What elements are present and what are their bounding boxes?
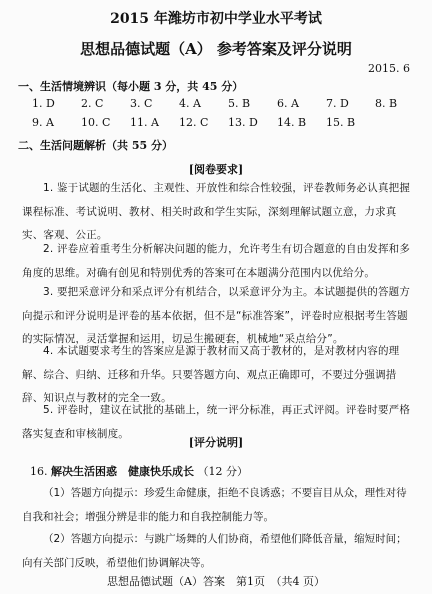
section2-heading: 二、生活问题解析（共 55 分） (18, 139, 173, 152)
scoring-notes-heading: [评分说明] (188, 436, 244, 449)
answer-item: 14. B (277, 116, 307, 129)
page-footer: 思想品德试题（A）答案 第1页 （共4 页） (107, 575, 325, 588)
review-paragraph-4: 4. 本试题要求考生的答案应是源于教材而又高于教材的，是对教材内容的理解、综合、归纳、迁移和升华。只要答题方向、观点正确即可，不要过分强调措辞、知识点与教材的完全一致。 (22, 345, 400, 404)
answer-row-2 (32, 116, 375, 129)
question-number: 16. (30, 465, 48, 478)
answer-item: 15. B (326, 116, 356, 129)
document-title: 思想品德试题（A） 参考答案及评分说明 (80, 40, 352, 58)
answer-row-1 (32, 97, 424, 110)
date-label: 2015. 6 (368, 62, 410, 75)
section1-heading: 一、生活情境辨识（每小题 3 分，共 45 分） (18, 80, 244, 93)
review-requirements-heading: [阅卷要求] (188, 163, 244, 176)
answer-item: 4. A (179, 97, 201, 110)
answer-item: 9. A (32, 116, 54, 129)
review-paragraph-3: 3. 要把采意评分和采点评分有机结合，以采意评分为主。本试题提供的答题方向提示和评分说明是评卷的基本依据，但不是“标准答案”，评卷时应根据考生答题的实际情况，灵活掌握和运用，切忌生搬硬套，机械地“采点给分”。 (22, 286, 411, 345)
answer-item: 13. D (228, 116, 258, 129)
answer-item: 11. A (130, 116, 159, 129)
review-paragraph-2: 2. 评卷应着重考生分析解决问题的能力，允许考生有切合题意的自由发挥和多角度的思维。对确有创见和特别优秀的答案可在本题满分范围内以优给分。 (22, 243, 411, 279)
answer-item: 5. B (228, 97, 251, 110)
q16-answer-1: （1）答题方向提示：珍爱生命健康，拒绝不良诱惑；不要盲目从众，理性对待自我和社会；增强分辨是非的能力和自我控制能力等。 (22, 487, 407, 523)
review-paragraph-1: 1. 鉴于试题的生活化、主观性、开放性和综合性较强，评卷教师务必认真把握课程标准、考试说明、教材、相关时政和学生实际，深刻理解试题立意，力求真实、客观、公正。 (22, 182, 411, 241)
review-paragraph-5: 5. 评卷时，建议在试批的基础上，统一评分标准，再正式评阅。评卷时要严格落实复查和审核制度。 (22, 404, 411, 440)
question-16-heading (30, 463, 248, 479)
answer-item: 3. C (130, 97, 153, 110)
answer-item: 1. D (32, 97, 55, 110)
answer-item: 2. C (81, 97, 104, 110)
answer-item: 8. B (375, 97, 398, 110)
answer-item: 10. C (81, 116, 111, 129)
exam-title: 2015 年潍坊市初中学业水平考试 (110, 11, 322, 27)
answer-item: 7. D (326, 97, 349, 110)
answer-item: 6. A (277, 97, 299, 110)
question-points: （12 分） (197, 465, 248, 478)
answer-item: 12. C (179, 116, 209, 129)
q16-answer-2: （2）答题方向提示：与跳广场舞的人们协商，希望他们降低音量，缩短时间；向有关部门反映，希望他们协调解决等。 (22, 533, 407, 569)
question-topic: 解决生活困惑 健康快乐成长 (51, 465, 194, 478)
